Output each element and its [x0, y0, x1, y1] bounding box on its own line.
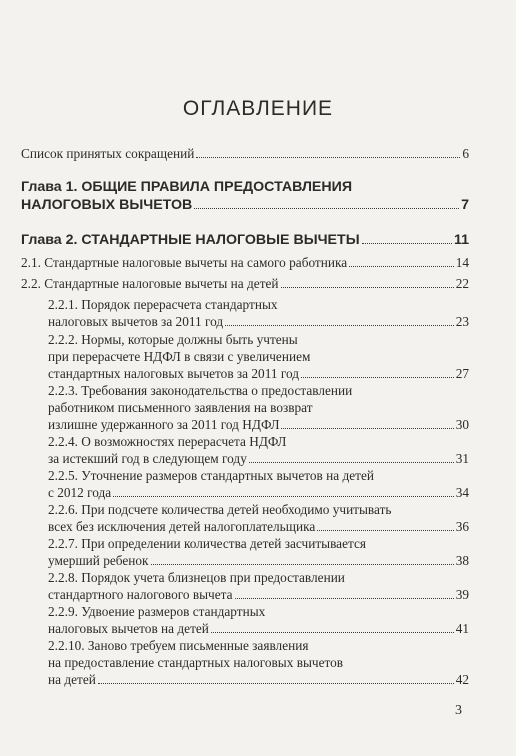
dot-leader	[151, 564, 454, 565]
toc-entry-last-line	[48, 314, 469, 331]
dot-leader	[211, 632, 454, 633]
toc-page-number: 34	[455, 484, 469, 500]
toc-page-number: 38	[455, 552, 469, 568]
toc-entry	[48, 434, 469, 468]
toc-entry-text: на детей	[48, 671, 96, 687]
toc-entry	[21, 231, 469, 249]
toc-entry-text: 2.2.7. При определении количества детей засчитывается	[48, 536, 366, 551]
dot-leader	[235, 598, 454, 599]
toc-entry-text: 2.1. Стандартные налоговые вычеты на самого работника	[21, 255, 348, 270]
toc-entry-last-line	[48, 417, 469, 434]
toc-entry-text: стандартных налоговых вычетов за 2011 год	[48, 365, 299, 381]
toc-entry-last-line	[48, 587, 469, 604]
dot-leader	[194, 208, 459, 209]
dot-leader	[362, 243, 452, 244]
toc-page-number: 36	[455, 518, 469, 534]
toc-entry	[48, 383, 469, 433]
dot-leader	[301, 377, 454, 378]
toc-entry-text: налоговых вычетов на детей	[48, 620, 209, 636]
toc-entry	[21, 255, 469, 272]
toc-entry-last-line	[48, 672, 469, 689]
toc-page-number: 31	[455, 450, 469, 466]
toc-entry-text: Глава 1. ОБЩИЕ ПРАВИЛА ПРЕДОСТАВЛЕНИЯ	[21, 179, 353, 195]
toc-entry-last-line	[48, 553, 469, 570]
toc-entry	[48, 536, 469, 570]
toc-entry-text: налоговых вычетов за 2011 год	[48, 313, 224, 329]
toc-page-number: 42	[455, 671, 469, 687]
toc-entry	[48, 332, 469, 382]
dot-leader	[317, 530, 453, 531]
toc-entry-last-line	[21, 276, 469, 293]
toc-entry-text: 2.2. Стандартные налоговые вычеты на детей	[21, 276, 279, 291]
toc-entry	[21, 178, 469, 214]
toc-page-number: 27	[455, 365, 469, 381]
toc-entry-last-line	[48, 621, 469, 638]
toc-entry	[48, 604, 469, 638]
toc-page-number: 39	[455, 586, 469, 602]
toc-entry-text: 2.2.9. Удвоение размеров стандартных	[48, 604, 266, 619]
toc-entry	[48, 638, 469, 688]
toc-entry-last-line	[21, 255, 469, 272]
dot-leader	[98, 683, 454, 684]
dot-leader	[249, 462, 454, 463]
dot-leader	[113, 496, 454, 497]
toc-page-number: 6	[462, 146, 469, 161]
toc-entry-text: за истекший год в следующем году	[48, 450, 247, 466]
toc-entry	[48, 297, 469, 331]
dot-leader	[349, 266, 454, 267]
toc-entry-text: 2.2.4. О возможностях перерасчета НДФЛ	[48, 434, 287, 449]
toc-entry-text: Список принятых сокращений	[21, 146, 195, 161]
toc-page-number: 11	[454, 232, 469, 248]
toc-entry-text: всех без исключения детей налогоплательщика	[48, 518, 316, 534]
toc-entry	[21, 276, 469, 293]
toc-entry-text: стандартного налогового вычета	[48, 586, 233, 602]
dot-leader	[281, 287, 454, 288]
toc-entry-text: на предоставление стандартных налоговых вычетов	[48, 654, 344, 670]
toc-page-number: 41	[455, 620, 469, 636]
dot-leader	[196, 157, 460, 158]
toc-entry-text: НАЛОГОВЫХ ВЫЧЕТОВ	[21, 197, 193, 213]
toc-page-number: 7	[461, 197, 469, 213]
toc-entry-text: с 2012 года	[48, 484, 112, 500]
toc-entry-text: 2.2.1. Порядок перерасчета стандартных	[48, 297, 278, 312]
toc-entry	[48, 502, 469, 536]
toc-entry-last-line	[48, 485, 469, 502]
toc-entry-text: работником письменного заявления на возврат	[48, 399, 313, 415]
toc-entry-text: 2.2.8. Порядок учета близнецов при предоставлении	[48, 570, 345, 585]
toc-entry-last-line	[48, 519, 469, 536]
toc-page-number: 30	[455, 416, 469, 432]
page-number: 3	[455, 703, 462, 718]
toc-entry-text: 2.2.6. При подсчете количества детей необходимо учитывать	[48, 502, 392, 517]
toc-entry-text: 2.2.3. Требования законодательства о предоставлении	[48, 383, 353, 398]
toc-entry	[48, 468, 469, 502]
toc-entry	[21, 146, 469, 163]
toc-entry-text: 2.2.5. Уточнение размеров стандартных вычетов на детей	[48, 468, 374, 483]
toc-entry-text: умерший ребенок	[48, 552, 149, 568]
toc-entry-last-line	[21, 196, 469, 214]
toc-entry-last-line	[48, 366, 469, 383]
dot-leader	[281, 428, 453, 429]
dot-leader	[225, 325, 454, 326]
toc-entry-text: 2.2.2. Нормы, которые должны быть учтены	[48, 332, 298, 347]
toc-entry-text: при перерасчете НДФЛ в связи с увеличением	[48, 348, 311, 364]
toc-entry	[48, 570, 469, 604]
page-title: ОГЛАВЛЕНИЕ	[182, 97, 334, 120]
toc-page-number: 14	[455, 255, 469, 270]
toc-entry-text: Глава 2. СТАНДАРТНЫЕ НАЛОГОВЫЕ ВЫЧЕТЫ	[21, 232, 360, 248]
toc-entry-last-line	[21, 231, 469, 249]
toc-entry-text: 2.2.10. Заново требуем письменные заявления	[48, 638, 309, 653]
toc-page-number: 23	[455, 313, 469, 329]
toc-entry-text: излишне удержанного за 2011 год НДФЛ	[48, 416, 280, 432]
toc-entry-last-line	[21, 146, 469, 163]
toc-page-number: 22	[455, 276, 469, 291]
toc-entry-last-line	[48, 451, 469, 468]
